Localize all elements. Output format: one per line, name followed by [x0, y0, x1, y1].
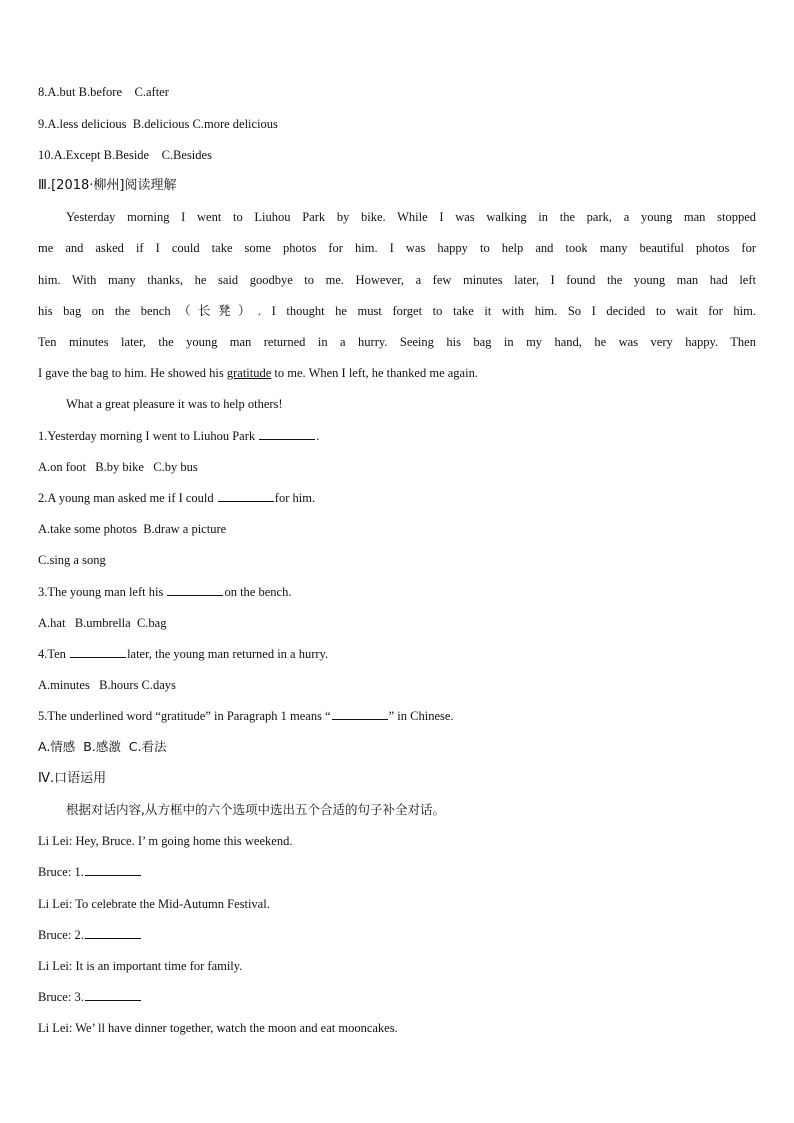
answer-blank[interactable] [70, 646, 126, 658]
dialog-line: Bruce: 3. [38, 989, 142, 1005]
passage-line-7: What a great pleasure it was to help others! [66, 397, 283, 411]
dialog-line: Bruce: 2. [38, 927, 142, 943]
answer-blank[interactable] [85, 927, 141, 939]
question-4-options: A.minutes B.hours C.days [38, 678, 176, 692]
question-2-options: A.take some photos B.draw a picture [38, 522, 227, 536]
section-4-heading: Ⅳ.口语运用 [38, 771, 107, 786]
answer-blank[interactable] [259, 428, 315, 440]
section-4-instruction: 根据对话内容,从方框中的六个选项中选出五个合适的句子补全对话。 [66, 802, 445, 817]
question-2-option-c: C.sing a song [38, 553, 106, 567]
question-1-options: A.on foot B.by bike C.by bus [38, 460, 198, 474]
question-3: 3.The young man left his on the bench. [38, 585, 292, 599]
passage-line-2: me and asked if I could take some photos for him. I was happy to help and took many beautiful photos for [38, 241, 756, 255]
passage-line-4: his bag on the bench（长凳）. I thought he must forget to take it with him. So I decided to wait for him. [38, 303, 756, 318]
question-2: 2.A young man asked me if I could for him. [38, 491, 316, 505]
passage-line-6: I gave the bag to him. He showed his gratitude to me. When I left, he thanked me again. [38, 366, 478, 380]
passage-line-1: Yesterday morning I went to Liuhou Park by bike. While I was walking in the park, a young man stopped [66, 210, 756, 224]
passage-line-5: Ten minutes later, the young man returned in a hurry. Seeing his bag in my hand, he was very happy. Then [38, 335, 756, 349]
answer-blank[interactable] [332, 708, 388, 720]
question-5: 5.The underlined word “gratitude” in Paragraph 1 means “ ” in Chinese. [38, 709, 454, 723]
dialog-line: Li Lei: It is an important time for family. [38, 959, 243, 973]
answer-blank[interactable] [85, 864, 141, 876]
dialog-line: Li Lei: We’ ll have dinner together, watch the moon and eat mooncakes. [38, 1021, 398, 1035]
answer-blank[interactable] [218, 490, 274, 502]
question-5-options: A.情感 B.感激 C.看法 [38, 739, 167, 754]
question-8-options: 8.A.but B.before C.after [38, 85, 169, 99]
dialog-line: Li Lei: To celebrate the Mid-Autumn Festival. [38, 897, 270, 911]
dialog-line: Li Lei: Hey, Bruce. I’ m going home this weekend. [38, 834, 293, 848]
answer-blank[interactable] [167, 584, 223, 596]
answer-blank[interactable] [85, 989, 141, 1001]
question-1: 1.Yesterday morning I went to Liuhou Park . [38, 429, 320, 443]
dialog-line: Bruce: 1. [38, 864, 142, 880]
question-3-options: A.hat B.umbrella C.bag [38, 616, 167, 630]
question-9-options: 9.A.less delicious B.delicious C.more delicious [38, 117, 278, 131]
question-10-options: 10.A.Except B.Beside C.Besides [38, 148, 212, 162]
question-4: 4.Ten later, the young man returned in a hurry. [38, 647, 329, 661]
underlined-word-gratitude: gratitude [226, 366, 272, 380]
passage-line-3: him. With many thanks, he said goodbye to me. However, a few minutes later, I found the young man had left [38, 273, 756, 287]
section-3-heading: Ⅲ.[2018·柳州]阅读理解 [38, 178, 177, 193]
